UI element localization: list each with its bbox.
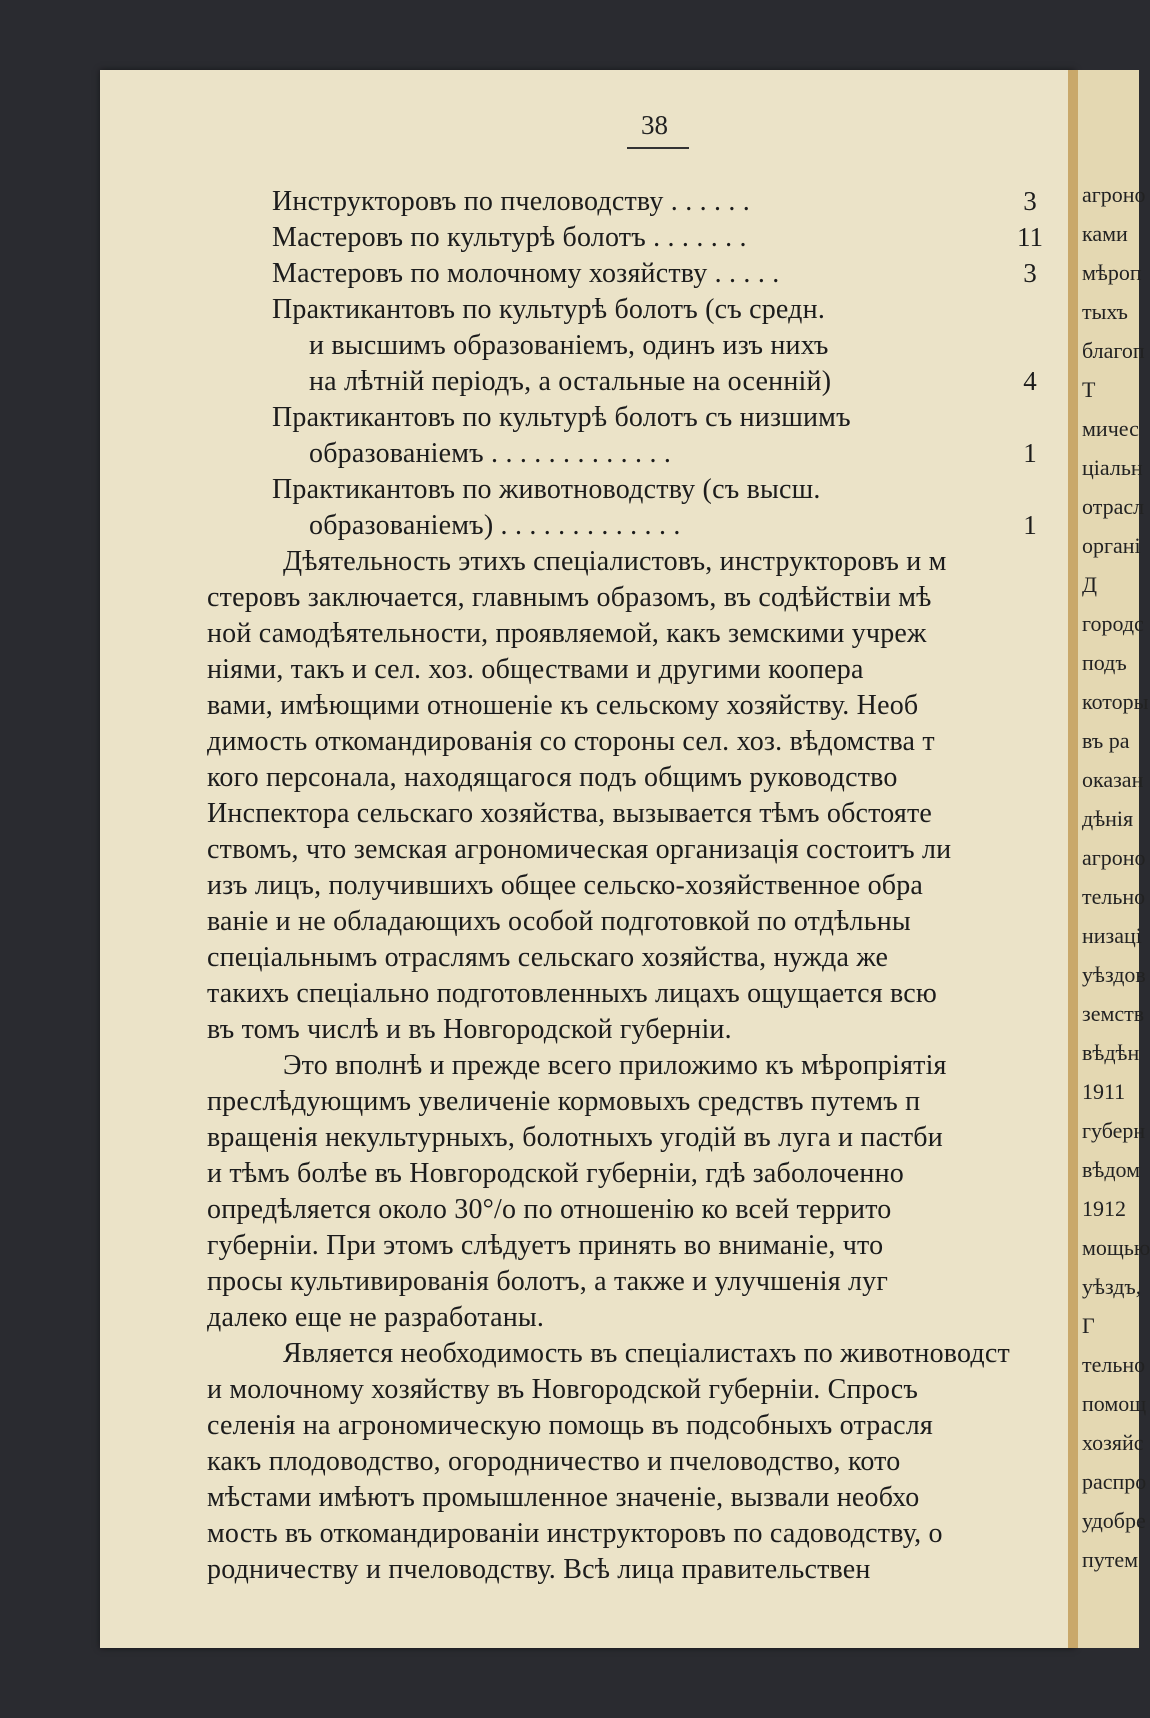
next-page-fragment: отрасл <box>1082 494 1145 519</box>
next-page-fragment: губерн <box>1082 1118 1146 1143</box>
body-text-line: мость въ откомандированіи инструкторовъ по садоводству, о <box>207 1518 943 1549</box>
body-text-line: въ томъ числѣ и въ Новгородской губерніи. <box>207 1014 732 1045</box>
next-page-fragment: вѣдѣн <box>1082 1040 1140 1065</box>
staff-count: 11 <box>1017 222 1043 252</box>
next-page-fragment: 1912 <box>1082 1196 1126 1221</box>
next-page-fragment: оказан <box>1082 767 1144 792</box>
body-text-line: просы культивированія болотъ, а также и улучшенія луг <box>207 1266 889 1297</box>
staff-list-item-continued: и высшимъ образованіемъ, одинъ изъ нихъ <box>309 330 829 361</box>
body-text-line: губерніи. При этомъ слѣдуетъ принять во вниманіе, что <box>207 1230 884 1261</box>
body-text-line: ваніе и не обладающихъ особой подготовкой по отдѣльны <box>207 906 911 937</box>
next-page-fragment: органі <box>1082 533 1141 558</box>
body-text-line: и молочному хозяйству въ Новгородской губерніи. Спросъ <box>207 1374 919 1405</box>
next-page-fragment: агроно <box>1082 182 1146 207</box>
body-text-line: Является необходимость въ спеціалистахъ по животноводст <box>283 1338 1010 1369</box>
staff-count: 3 <box>1023 258 1037 288</box>
staff-list-item: Мастеровъ по культурѣ болотъ . . . . . . . <box>272 222 747 253</box>
next-page-fragment: низаці <box>1082 923 1142 948</box>
next-page-fragment: тыхъ <box>1082 299 1128 324</box>
next-page-fragment: которы <box>1082 689 1149 714</box>
body-text-line: ствомъ, что земская агрономическая организація состоитъ ли <box>207 834 952 865</box>
staff-list-item-continued: на лѣтній періодъ, а остальные на осенній) <box>309 366 832 397</box>
body-text-line: димость откомандированія со стороны сел. хоз. вѣдомства т <box>207 726 935 757</box>
next-page-fragment: ками <box>1082 221 1128 246</box>
next-page-fragment: Г <box>1082 1313 1095 1338</box>
body-text-line: и тѣмъ болѣе въ Новгородской губерніи, гдѣ заболоченно <box>207 1158 904 1189</box>
next-page-fragment: 1911 <box>1082 1079 1126 1104</box>
next-page-fragment: тельно <box>1082 1352 1146 1377</box>
next-page-fragment: путем <box>1082 1547 1139 1572</box>
next-page-fragment: агроно <box>1082 845 1146 870</box>
next-page-fragment: мѣроп <box>1082 260 1142 285</box>
body-text-line: далеко еще не разработаны. <box>207 1302 545 1333</box>
body-text-line: ной самодѣятельности, проявляемой, какъ земскими учреж <box>207 618 927 649</box>
body-text-line: стеровъ заключается, главнымъ образомъ, въ содѣйствіи мѣ <box>207 582 932 613</box>
staff-count: 4 <box>1023 366 1037 396</box>
next-page-fragment: мощью <box>1082 1235 1150 1260</box>
staff-count: 1 <box>1023 510 1037 540</box>
page-number: 38 <box>641 110 668 140</box>
staff-list-item: Практикантовъ по культурѣ болотъ (съ средн. <box>272 294 826 325</box>
next-page-fragment: тельно <box>1082 884 1146 909</box>
next-page-fragment: помощ <box>1082 1391 1147 1416</box>
next-page-fragment: благоп <box>1082 338 1145 363</box>
next-page-fragment: Д <box>1082 572 1098 597</box>
staff-list-item-continued: образованіемъ) . . . . . . . . . . . . . <box>309 510 681 541</box>
body-text-line: какъ плодоводство, огородничество и пчеловодство, кото <box>207 1446 901 1477</box>
body-text-line: Инспектора сельскаго хозяйства, вызывается тѣмъ обстояте <box>207 798 933 829</box>
next-page-fragment: подъ <box>1082 650 1127 675</box>
staff-list-item-continued: образованіемъ . . . . . . . . . . . . . <box>309 438 672 469</box>
next-page-fragment: дѣнія <box>1082 806 1134 831</box>
next-page-fragment: распро <box>1082 1469 1147 1494</box>
body-text-line: вращенія некультурныхъ, болотныхъ угодій въ луга и пастби <box>207 1122 943 1153</box>
next-page-fragment: уѣздъ, <box>1082 1274 1142 1299</box>
body-text-line: ніями, такъ и сел. хоз. обществами и другими коопера <box>207 654 864 685</box>
body-text-line: Дѣятельность этихъ спеціалистовъ, инструкторовъ и м <box>283 546 947 577</box>
staff-count: 3 <box>1023 186 1037 216</box>
staff-count: 1 <box>1023 438 1037 468</box>
next-page-fragment: удобре <box>1082 1508 1146 1533</box>
body-text-line: такихъ спеціально подготовленныхъ лицахъ ощущается всю <box>207 978 938 1009</box>
next-page-fragment: мичес <box>1082 416 1139 441</box>
page-number-underline <box>627 147 689 149</box>
staff-list-item: Практикантовъ по животноводству (съ высш. <box>272 474 821 505</box>
body-text-line: мѣстами имѣютъ промышленное значеніе, вызвали необхо <box>207 1482 920 1513</box>
body-text-line: кого персонала, находящагося подъ общимъ руководство <box>207 762 898 793</box>
body-text-line: селенія на агрономическую помощь въ подсобныхъ отрасля <box>207 1410 934 1441</box>
staff-list-item: Мастеровъ по молочному хозяйству . . . . . <box>272 258 780 289</box>
next-page-fragment: уѣздов <box>1082 962 1146 987</box>
body-text-line: изъ лицъ, получившихъ общее сельско-хозяйственное обра <box>207 870 924 901</box>
staff-list-item: Инструкторовъ по пчеловодству . . . . . . <box>272 186 750 217</box>
body-text-line: преслѣдующимъ увеличеніе кормовыхъ средствъ путемъ п <box>207 1086 921 1117</box>
body-text-line: родничеству и пчеловодству. Всѣ лица правительствен <box>207 1554 871 1585</box>
next-page-fragment: хозяйс <box>1082 1430 1144 1455</box>
body-text-line: опредѣляется около 30°/о по отношенію ко всей террито <box>207 1194 892 1225</box>
next-page-fragment: земств <box>1082 1001 1145 1026</box>
body-text-line: вами, имѣющими отношеніе къ сельскому хозяйству. Необ <box>207 690 919 721</box>
next-page-edge <box>1068 70 1150 1648</box>
body-text-line: спеціальнымъ отраслямъ сельскаго хозяйства, нужда же <box>207 942 889 973</box>
next-page-fragment: ціальн <box>1082 455 1143 480</box>
body-text-line: Это вполнѣ и прежде всего приложимо къ мѣропріятія <box>283 1050 947 1081</box>
next-page-fragment: городс <box>1082 611 1144 636</box>
next-page-fragment: въ ра <box>1082 728 1130 753</box>
next-page-fragment: вѣдом <box>1082 1157 1141 1182</box>
next-page-fragment: Т <box>1082 377 1096 402</box>
staff-list-item: Практикантовъ по культурѣ болотъ съ низшимъ <box>272 402 851 433</box>
